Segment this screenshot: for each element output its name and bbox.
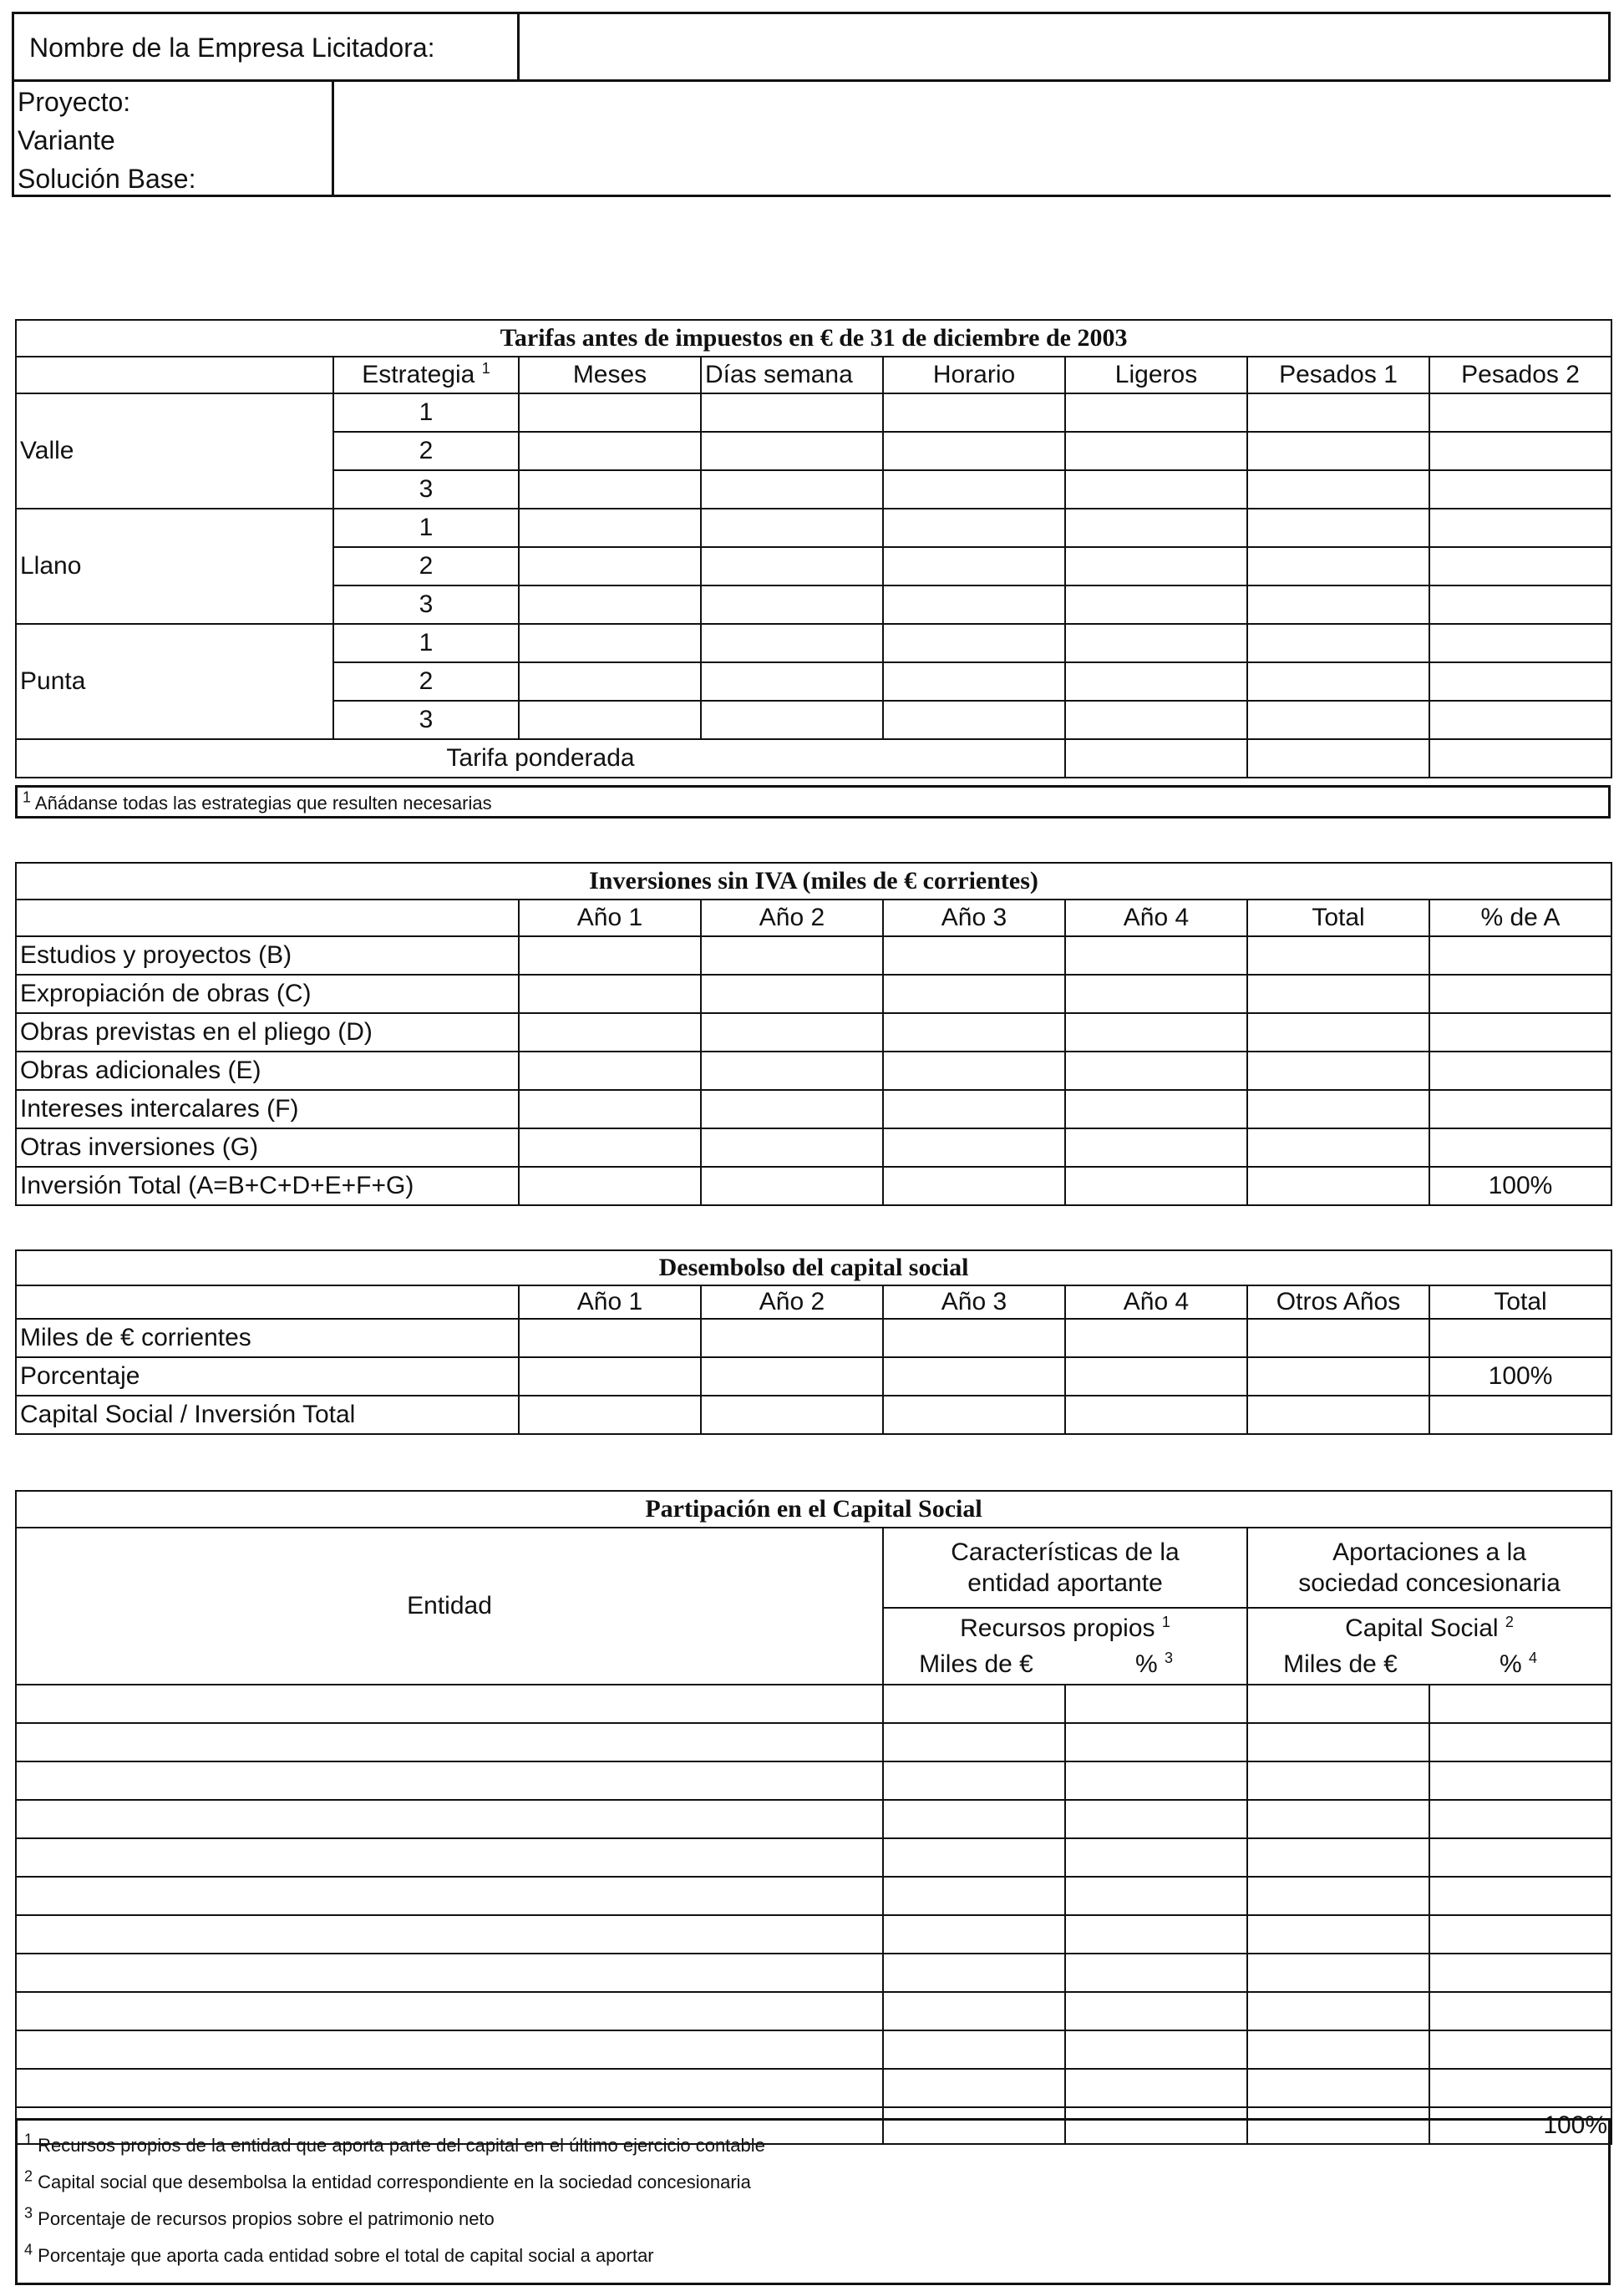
tarifa-cell[interactable] (1429, 739, 1611, 778)
inversion-cell[interactable] (701, 1052, 883, 1090)
tarifa-cell[interactable] (1065, 547, 1247, 585)
inversion-cell[interactable] (519, 1052, 701, 1090)
tarifa-cell[interactable] (1247, 509, 1429, 547)
inversion-cell[interactable] (1247, 1052, 1429, 1090)
inversion-cell[interactable] (1065, 1090, 1247, 1128)
desembolso-cell[interactable] (883, 1357, 1065, 1396)
inversion-total-pct: 100% (1429, 1167, 1611, 1205)
col-header-otros-anos: Otros Años (1247, 1285, 1429, 1319)
strategy-number: 1 (333, 509, 519, 547)
inversion-cell[interactable] (1065, 1167, 1247, 1205)
table-row (16, 1128, 1611, 1167)
inversion-cell[interactable] (519, 975, 701, 1013)
col-header-meses: Meses (519, 357, 701, 393)
tarifa-cell[interactable] (1429, 432, 1611, 470)
entity-cell[interactable] (16, 1915, 883, 1954)
participacion-cell[interactable] (883, 1723, 1065, 1761)
inversion-cell[interactable] (883, 975, 1065, 1013)
inversion-cell[interactable] (1065, 975, 1247, 1013)
row-label: Capital Social / Inversión Total (16, 1396, 519, 1434)
participacion-cell[interactable] (883, 1685, 1065, 1723)
tarifas-title: Tarifas antes de impuestos en € de 31 de diciembre de 2003 (16, 320, 1611, 357)
table-row (16, 1838, 1611, 1877)
col-header-pesados-1: Pesados 1 (1247, 357, 1429, 393)
participacion-cell[interactable] (883, 1877, 1065, 1915)
table-row (16, 509, 1611, 547)
entity-header: Entidad (16, 1528, 883, 1685)
participacion-cell[interactable] (1247, 1723, 1429, 1761)
tarifa-cell[interactable] (701, 393, 883, 432)
inversion-cell[interactable] (701, 1128, 883, 1167)
table-row (16, 1052, 1611, 1090)
desembolso-cell[interactable] (701, 1319, 883, 1357)
col-header-ano-1: Año 1 (519, 1285, 701, 1319)
inversion-cell[interactable] (1247, 975, 1429, 1013)
desembolso-cell[interactable] (701, 1396, 883, 1434)
tarifa-cell[interactable] (519, 585, 701, 624)
tarifa-cell[interactable] (701, 509, 883, 547)
participacion-cell[interactable] (883, 1915, 1065, 1954)
table-row (16, 1319, 1611, 1357)
participacion-cell[interactable] (1065, 1723, 1247, 1761)
tarifa-cell[interactable] (701, 662, 883, 701)
tarifas-corner (16, 357, 333, 393)
tarifa-cell[interactable] (1247, 547, 1429, 585)
tarifa-cell[interactable] (1247, 585, 1429, 624)
col-header-ano-4: Año 4 (1065, 900, 1247, 936)
table-row (16, 936, 1611, 975)
col-header-ano-3: Año 3 (883, 1285, 1065, 1319)
project-box (12, 82, 1611, 197)
table-row (16, 739, 1611, 778)
tarifa-cell[interactable] (1065, 393, 1247, 432)
group-label-valle: Valle (16, 393, 333, 509)
group-header-caracteristicas (883, 1528, 1247, 1608)
entity-cell[interactable] (16, 1992, 883, 2030)
inversiones-corner (16, 900, 519, 936)
tarifas-footnote-text: Añádanse todas las estrategias que resulten necesarias (34, 793, 492, 813)
participacion-cell[interactable] (883, 1992, 1065, 2030)
tarifa-cell[interactable] (1247, 432, 1429, 470)
strategy-number: 3 (333, 470, 519, 509)
desembolso-cell[interactable] (1247, 1396, 1429, 1434)
participacion-table (15, 1490, 1612, 2145)
tarifa-cell[interactable] (1065, 739, 1247, 778)
table-row (16, 1396, 1611, 1434)
entity-cell[interactable] (16, 1954, 883, 1992)
inversion-cell[interactable] (519, 1013, 701, 1052)
participacion-cell[interactable] (1429, 1877, 1611, 1915)
participacion-total-pct: 100% (1429, 2107, 1611, 2144)
col-header-ano-1: Año 1 (519, 900, 701, 936)
tarifa-cell[interactable] (883, 585, 1065, 624)
tarifa-cell[interactable] (883, 432, 1065, 470)
col-header-ano-3: Año 3 (883, 900, 1065, 936)
participacion-cell[interactable] (1065, 1877, 1247, 1915)
entity-cell[interactable] (16, 1877, 883, 1915)
col-header-ano-2: Año 2 (701, 1285, 883, 1319)
desembolso-cell[interactable] (701, 1357, 883, 1396)
col-header-ano-2: Año 2 (701, 900, 883, 936)
participacion-cell[interactable] (1429, 1761, 1611, 1800)
group1-line2: entidad aportante (967, 1569, 1163, 1597)
desembolso-cell[interactable] (883, 1319, 1065, 1357)
tarifa-cell[interactable] (1065, 701, 1247, 739)
table-row (16, 1877, 1611, 1915)
row-label: Obras adicionales (E) (16, 1052, 519, 1090)
pct-1-ref: 3 (1165, 1650, 1174, 1666)
tarifa-cell[interactable] (883, 662, 1065, 701)
tarifa-cell[interactable] (701, 470, 883, 509)
tarifa-cell[interactable] (1065, 432, 1247, 470)
inversion-cell[interactable] (1247, 1128, 1429, 1167)
participacion-cell[interactable] (1065, 1954, 1247, 1992)
inversion-cell[interactable] (701, 975, 883, 1013)
desembolso-cell[interactable] (1429, 1319, 1611, 1357)
col-header-ano-4: Año 4 (1065, 1285, 1247, 1319)
table-row (16, 1090, 1611, 1128)
participacion-cell[interactable] (1429, 1800, 1611, 1838)
tarifa-cell[interactable] (1065, 509, 1247, 547)
col-header-dias-semana: Días semana (701, 357, 883, 393)
inversion-cell[interactable] (1429, 1090, 1611, 1128)
entity-cell[interactable] (16, 1685, 883, 1723)
row-label: Intereses intercalares (F) (16, 1090, 519, 1128)
row-label: Inversión Total (A=B+C+D+E+F+G) (16, 1167, 519, 1205)
participacion-cell[interactable] (1247, 1915, 1429, 1954)
inversion-cell[interactable] (883, 1128, 1065, 1167)
inversion-cell[interactable] (1247, 1013, 1429, 1052)
participacion-cell[interactable] (1247, 2069, 1429, 2107)
row-label: Porcentaje (16, 1357, 519, 1396)
table-row (16, 1800, 1611, 1838)
base-solution-label: Solución Base: (18, 164, 196, 194)
tarifa-cell[interactable] (519, 662, 701, 701)
inversion-cell[interactable] (1065, 1128, 1247, 1167)
participacion-cell[interactable] (1065, 1838, 1247, 1877)
col-header-miles-1: Miles de € (919, 1650, 1033, 1678)
participacion-cell[interactable] (883, 1954, 1065, 1992)
recursos-propios-label: Recursos propios (960, 1614, 1155, 1642)
inversion-cell[interactable] (519, 1167, 701, 1205)
tarifa-cell[interactable] (1429, 585, 1611, 624)
company-name-box (12, 12, 1611, 82)
participacion-cell[interactable] (1429, 1992, 1611, 2030)
company-name-divider (517, 14, 520, 79)
tarifa-cell[interactable] (883, 470, 1065, 509)
strategy-number: 1 (333, 624, 519, 662)
row-label: Miles de € corrientes (16, 1319, 519, 1357)
table-row (16, 1761, 1611, 1800)
participacion-cell[interactable] (1247, 2030, 1429, 2069)
entity-cell[interactable] (16, 1838, 883, 1877)
strategy-number: 3 (333, 701, 519, 739)
table-row (16, 1167, 1611, 1205)
weighted-tariff-label: Tarifa ponderada (16, 739, 1065, 778)
participacion-cell[interactable] (1247, 1800, 1429, 1838)
tarifa-cell[interactable] (1429, 509, 1611, 547)
subheader-capital-social (1247, 1608, 1611, 1685)
participacion-footnotes (15, 2118, 1611, 2285)
desembolso-cell[interactable] (519, 1396, 701, 1434)
participacion-cell[interactable] (1429, 2069, 1611, 2107)
participacion-cell[interactable] (1065, 2030, 1247, 2069)
col-header-total: Total (1429, 1285, 1611, 1319)
recursos-propios-ref: 1 (1161, 1613, 1170, 1630)
participacion-cell[interactable] (1247, 1761, 1429, 1800)
tarifa-cell[interactable] (1247, 624, 1429, 662)
desembolso-cell[interactable] (1247, 1319, 1429, 1357)
entity-cell[interactable] (16, 1800, 883, 1838)
group1-line1: Características de la (951, 1538, 1180, 1566)
participacion-cell[interactable] (1065, 1992, 1247, 2030)
inversion-cell[interactable] (1247, 1167, 1429, 1205)
participacion-cell[interactable] (1065, 1915, 1247, 1954)
desembolso-cell[interactable] (519, 1319, 701, 1357)
strategy-number: 2 (333, 662, 519, 701)
inversion-cell[interactable] (1065, 1052, 1247, 1090)
tarifa-cell[interactable] (1247, 662, 1429, 701)
table-row (16, 2030, 1611, 2069)
tarifa-cell[interactable] (519, 547, 701, 585)
desembolso-cell[interactable] (1065, 1396, 1247, 1434)
desembolso-cell[interactable] (1429, 1396, 1611, 1434)
project-divider (332, 82, 334, 195)
tarifa-cell[interactable] (883, 701, 1065, 739)
company-name-label: Nombre de la Empresa Licitadora: (29, 33, 435, 63)
participacion-cell[interactable] (1065, 1685, 1247, 1723)
col-header-pct-a: % de A (1429, 900, 1611, 936)
footnote-3: $^3$ Porcentaje de recursos propios sobre el patrimonio neto (24, 2204, 495, 2229)
tarifa-cell[interactable] (883, 547, 1065, 585)
capital-social-label: Capital Social (1345, 1614, 1499, 1642)
table-row (16, 975, 1611, 1013)
tarifa-cell[interactable] (1065, 470, 1247, 509)
participacion-cell[interactable] (1065, 1761, 1247, 1800)
tarifa-cell[interactable] (519, 393, 701, 432)
table-row (16, 1685, 1611, 1723)
inversion-cell[interactable] (519, 1090, 701, 1128)
footnote-2: $^2$ Capital social que desembolsa la entidad correspondiente en la sociedad concesionaria (24, 2167, 751, 2192)
desembolso-title: Desembolso del capital social (16, 1250, 1611, 1285)
participacion-cell[interactable] (1429, 1685, 1611, 1723)
participacion-cell[interactable] (883, 1800, 1065, 1838)
inversion-cell[interactable] (1429, 936, 1611, 975)
table-row (16, 1357, 1611, 1396)
estrategia-footnote-ref: 1 (481, 360, 490, 377)
group2-line2: sociedad concesionaria (1298, 1569, 1561, 1597)
participacion-cell[interactable] (1247, 1877, 1429, 1915)
tarifa-cell[interactable] (1429, 662, 1611, 701)
tarifa-cell[interactable] (701, 624, 883, 662)
tarifa-cell[interactable] (701, 547, 883, 585)
tarifa-cell[interactable] (1429, 624, 1611, 662)
participacion-cell[interactable] (883, 2030, 1065, 2069)
tarifa-cell[interactable] (519, 509, 701, 547)
col-header-total: Total (1247, 900, 1429, 936)
participacion-cell[interactable] (1065, 1800, 1247, 1838)
entity-cell[interactable] (16, 1723, 883, 1761)
inversion-cell[interactable] (883, 936, 1065, 975)
project-field[interactable] (337, 82, 1590, 195)
row-label: Otras inversiones (G) (16, 1128, 519, 1167)
tarifa-cell[interactable] (519, 624, 701, 662)
participacion-cell[interactable] (1429, 1915, 1611, 1954)
inversion-cell[interactable] (1429, 1052, 1611, 1090)
tarifa-cell[interactable] (519, 701, 701, 739)
tarifa-cell[interactable] (1065, 585, 1247, 624)
participacion-cell[interactable] (883, 1838, 1065, 1877)
tarifa-cell[interactable] (883, 624, 1065, 662)
tarifa-cell[interactable] (883, 509, 1065, 547)
tarifa-cell[interactable] (701, 701, 883, 739)
tarifa-cell[interactable] (1429, 393, 1611, 432)
tarifa-cell[interactable] (1429, 470, 1611, 509)
table-row (16, 1013, 1611, 1052)
subheader-recursos-propios (883, 1608, 1247, 1685)
participacion-cell[interactable] (883, 1761, 1065, 1800)
col-header-miles-2: Miles de € (1283, 1650, 1398, 1678)
table-row (16, 1723, 1611, 1761)
inversion-cell[interactable] (701, 1013, 883, 1052)
entity-cell[interactable] (16, 2030, 883, 2069)
table-row (16, 624, 1611, 662)
inversion-cell[interactable] (1429, 1128, 1611, 1167)
inversion-cell[interactable] (701, 1090, 883, 1128)
tarifa-cell[interactable] (1247, 739, 1429, 778)
inversion-cell[interactable] (701, 936, 883, 975)
strategy-number: 2 (333, 432, 519, 470)
group-label-punta: Punta (16, 624, 333, 739)
desembolso-cell[interactable] (519, 1357, 701, 1396)
tarifa-cell[interactable] (701, 432, 883, 470)
inversion-cell[interactable] (519, 1128, 701, 1167)
participacion-cell[interactable] (883, 2069, 1065, 2107)
group-label-llano: Llano (16, 509, 333, 624)
tarifa-cell[interactable] (701, 585, 883, 624)
group-header-aportaciones (1247, 1528, 1611, 1608)
inversiones-title: Inversiones sin IVA (miles de € corrientes) (16, 863, 1611, 900)
table-row (16, 1915, 1611, 1954)
tarifa-cell[interactable] (1065, 662, 1247, 701)
row-label: Expropiación de obras (C) (16, 975, 519, 1013)
desembolso-cell[interactable] (1065, 1319, 1247, 1357)
capital-social-ref: 2 (1505, 1613, 1514, 1630)
tarifa-cell[interactable] (1429, 701, 1611, 739)
col-header-ligeros: Ligeros (1065, 357, 1247, 393)
inversion-cell[interactable] (883, 1013, 1065, 1052)
tarifa-cell[interactable] (519, 432, 701, 470)
tarifa-cell[interactable] (1429, 547, 1611, 585)
project-label: Proyecto: (18, 87, 131, 117)
col-header-estrategia: Estrategia $^1$ (333, 357, 519, 393)
tarifas-table (15, 319, 1612, 778)
desembolso-pct-total: 100% (1429, 1357, 1611, 1396)
participacion-title: Partipación en el Capital Social (16, 1491, 1611, 1528)
tarifas-footnote-marker: 1 (23, 788, 32, 806)
participacion-cell[interactable] (1429, 2030, 1611, 2069)
desembolso-cell[interactable] (1247, 1357, 1429, 1396)
inversion-cell[interactable] (1429, 975, 1611, 1013)
desembolso-table (15, 1249, 1612, 1435)
participacion-cell[interactable] (1065, 2069, 1247, 2107)
inversiones-table (15, 862, 1612, 1206)
variant-label: Variante (18, 125, 115, 155)
table-row (16, 1992, 1611, 2030)
row-label: Estudios y proyectos (B) (16, 936, 519, 975)
entity-cell[interactable] (16, 1761, 883, 1800)
col-header-pesados-2: Pesados 2 (1429, 357, 1611, 393)
desembolso-cell[interactable] (1065, 1357, 1247, 1396)
company-name-field[interactable] (524, 14, 1606, 79)
inversion-cell[interactable] (883, 1090, 1065, 1128)
tarifa-cell[interactable] (1247, 393, 1429, 432)
strategy-number: 1 (333, 393, 519, 432)
col-header-pct-2: % (1500, 1650, 1522, 1678)
tarifa-cell[interactable] (1247, 470, 1429, 509)
participacion-cell[interactable] (1247, 1992, 1429, 2030)
inversion-cell[interactable] (519, 936, 701, 975)
tarifas-footnote (15, 785, 1611, 819)
participacion-cell[interactable] (1247, 1838, 1429, 1877)
tarifa-cell[interactable] (1247, 701, 1429, 739)
group2-line1: Aportaciones a la (1332, 1538, 1526, 1566)
table-row (16, 1954, 1611, 1992)
footnote-4: $^4$ Porcentaje que aporta cada entidad sobre el total de capital social a aportar (24, 2241, 654, 2266)
participacion-cell[interactable] (1247, 1954, 1429, 1992)
participacion-cell[interactable] (1429, 1723, 1611, 1761)
participacion-cell[interactable] (1247, 1685, 1429, 1723)
inversion-cell[interactable] (883, 1052, 1065, 1090)
table-row (16, 2069, 1611, 2107)
inversion-cell[interactable] (1065, 1013, 1247, 1052)
inversion-cell[interactable] (701, 1167, 883, 1205)
strategy-number: 2 (333, 547, 519, 585)
tarifa-cell[interactable] (883, 393, 1065, 432)
tarifa-cell[interactable] (1065, 624, 1247, 662)
desembolso-cell[interactable] (883, 1396, 1065, 1434)
inversion-cell[interactable] (1429, 1013, 1611, 1052)
inversion-cell[interactable] (883, 1167, 1065, 1205)
pct-2-ref: 4 (1529, 1650, 1538, 1666)
table-row (16, 393, 1611, 432)
col-header-pct-1: % (1134, 1650, 1158, 1678)
entity-cell[interactable] (16, 2069, 883, 2107)
inversion-cell[interactable] (1247, 936, 1429, 975)
desembolso-corner (16, 1285, 519, 1319)
tarifa-cell[interactable] (519, 470, 701, 509)
participacion-cell[interactable] (1429, 1838, 1611, 1877)
row-label: Obras previstas en el pliego (D) (16, 1013, 519, 1052)
strategy-number: 3 (333, 585, 519, 624)
inversion-cell[interactable] (1247, 1090, 1429, 1128)
col-header-horario: Horario (883, 357, 1065, 393)
participacion-cell[interactable] (1429, 1954, 1611, 1992)
footnote-1: $^1$ Recursos propios de la entidad que aporta parte del capital en el último ejercicio contable (24, 2131, 765, 2156)
inversion-cell[interactable] (1065, 936, 1247, 975)
